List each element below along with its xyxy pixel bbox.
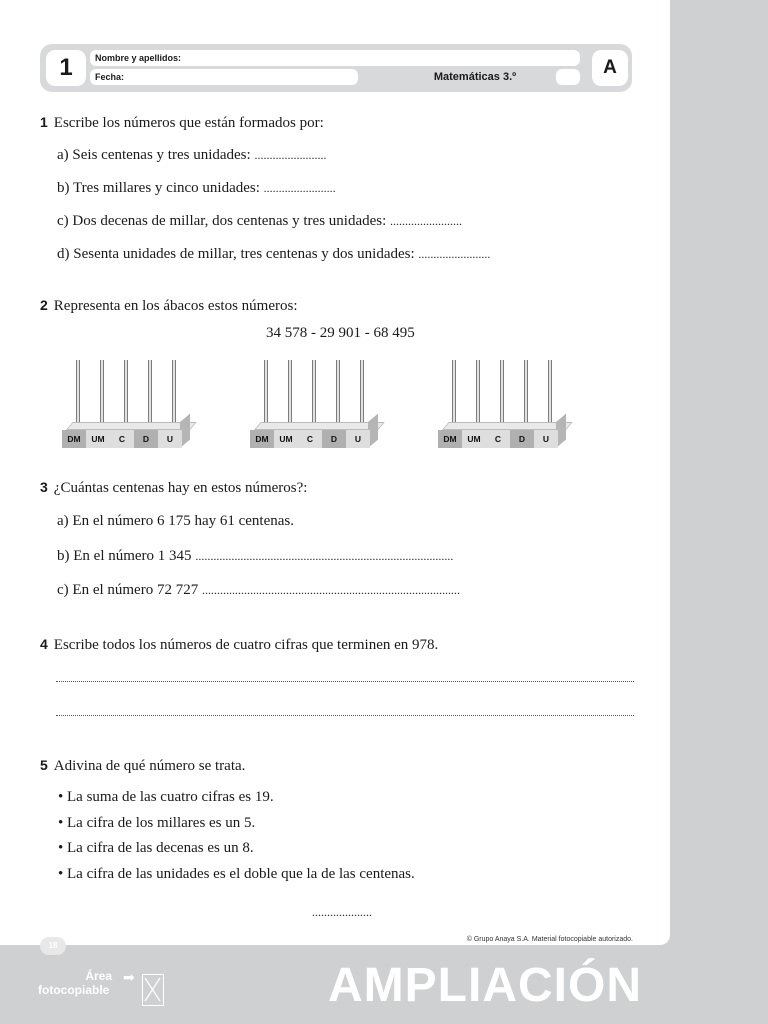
abacus-base-top (66, 422, 197, 430)
abacus-rod[interactable] (76, 360, 80, 428)
q4-heading (40, 636, 438, 654)
q5-statement: Adivina de qué número se trata. (53, 758, 246, 774)
abacus-base (62, 430, 182, 448)
answer-blank[interactable]: ...................................................................................... (195, 549, 454, 563)
q4-number: 4 (40, 636, 48, 652)
name-label: Nombre y apellidos: (95, 53, 182, 63)
abacus-rod[interactable] (500, 360, 504, 428)
photocopier-icon (142, 974, 164, 1006)
abacus-rod[interactable] (148, 360, 152, 428)
q1-item-c: c) Dos decenas de millar, dos centenas y tres unidades: ........................ (57, 213, 463, 229)
q3-heading (40, 479, 307, 497)
q4-statement: Escribe todos los números de cuatro cifras que terminen en 978. (53, 637, 439, 653)
abacus[interactable] (250, 360, 382, 450)
q5-number: 5 (40, 757, 48, 773)
q1-heading (40, 114, 324, 132)
abacus-label: UM (274, 430, 298, 448)
clue-item: • La cifra de las decenas es un 8. (58, 840, 254, 856)
answer-blank[interactable]: ........................ (263, 181, 336, 195)
q1-statement: Escribe los números que están formados por: (53, 115, 324, 131)
abacus-label: D (510, 430, 534, 448)
abacus-rod[interactable] (548, 360, 552, 428)
q2-heading (40, 297, 297, 315)
q3-item-a: a) En el número 6 175 hay 61 centenas. (57, 513, 295, 529)
q2-statement: Representa en los ábacos estos números: (53, 298, 298, 314)
date-field[interactable] (90, 69, 358, 85)
q5-heading (40, 757, 245, 775)
section-title: AMPLIACIÓN (328, 959, 642, 1012)
abacus-label: DM (250, 430, 274, 448)
q3-statement: ¿Cuántas centenas hay en estos números?: (53, 480, 308, 496)
abacus-rod[interactable] (288, 360, 292, 428)
blank-pill (556, 69, 580, 85)
copyright-notice: © Grupo Anaya S.A. Material fotocopiable autorizado. (466, 936, 633, 943)
abacus-rod[interactable] (452, 360, 456, 428)
abacus-rod[interactable] (336, 360, 340, 428)
abacus[interactable] (438, 360, 570, 450)
abacus-label: C (110, 430, 134, 448)
worksheet-header (40, 44, 632, 92)
date-label: Fecha: (95, 72, 125, 82)
right-margin-band (670, 0, 768, 1024)
answer-line[interactable] (56, 681, 634, 682)
abacus-rod[interactable] (360, 360, 364, 428)
abacus-label: DM (62, 430, 86, 448)
q3-item-b: b) En el número 1 345 ...................................................................................... (57, 548, 454, 564)
abacus-label: C (298, 430, 322, 448)
abacus-label: DM (438, 430, 462, 448)
abacus-rod[interactable] (172, 360, 176, 428)
page-number: 18 (40, 937, 66, 955)
answer-blank[interactable]: ........................ (390, 214, 463, 228)
q2-numbers: 34 578 - 29 901 - 68 495 (266, 325, 415, 341)
name-field[interactable] (90, 50, 580, 66)
abacus-rod[interactable] (100, 360, 104, 428)
q1-item-a: a) Seis centenas y tres unidades: ........................ (57, 147, 327, 163)
abacus-label: UM (462, 430, 486, 448)
abacus-base (438, 430, 558, 448)
abacus-base-top (442, 422, 573, 430)
abacus-base (250, 430, 370, 448)
unit-number: 1 (46, 50, 86, 86)
level-letter: A (592, 50, 628, 86)
abacus-rod[interactable] (264, 360, 268, 428)
q3-number: 3 (40, 479, 48, 495)
q3-item-c: c) En el número 72 727 ...................................................................................... (57, 582, 460, 598)
arrow-right-icon: ➡ (123, 971, 135, 986)
clue-item: • La suma de las cuatro cifras es 19. (58, 789, 274, 805)
q2-number: 2 (40, 297, 48, 313)
subject-label: Matemáticas 3.º (433, 71, 517, 83)
answer-blank[interactable]: .................... (312, 905, 372, 919)
abacus-label: D (322, 430, 346, 448)
answer-blank[interactable]: ........................ (254, 148, 327, 162)
q1-number: 1 (40, 114, 48, 130)
abacus-label: C (486, 430, 510, 448)
abacus[interactable] (62, 360, 194, 450)
abacus-rod[interactable] (312, 360, 316, 428)
answer-blank[interactable]: ...................................................................................... (201, 583, 460, 597)
q1-item-d: d) Sesenta unidades de millar, tres centenas y dos unidades: ........................ (57, 246, 491, 262)
clue-item: • La cifra de los millares es un 5. (58, 815, 256, 831)
abacus-rod[interactable] (476, 360, 480, 428)
abacus-label: UM (86, 430, 110, 448)
answer-blank[interactable]: ........................ (418, 247, 491, 261)
abacus-label: U (158, 430, 182, 448)
abacus-rod[interactable] (524, 360, 528, 428)
answer-line[interactable] (56, 715, 634, 716)
q1-item-b: b) Tres millares y cinco unidades: ........................ (57, 180, 336, 196)
abacus-label: U (346, 430, 370, 448)
abacus-rod[interactable] (124, 360, 128, 428)
area-fotocopiable-label: Área fotocopiable (38, 969, 112, 997)
abacus-base-top (254, 422, 385, 430)
clue-item: • La cifra de las unidades es el doble que la de las centenas. (58, 866, 415, 882)
abacus-label: U (534, 430, 558, 448)
abacus-label: D (134, 430, 158, 448)
